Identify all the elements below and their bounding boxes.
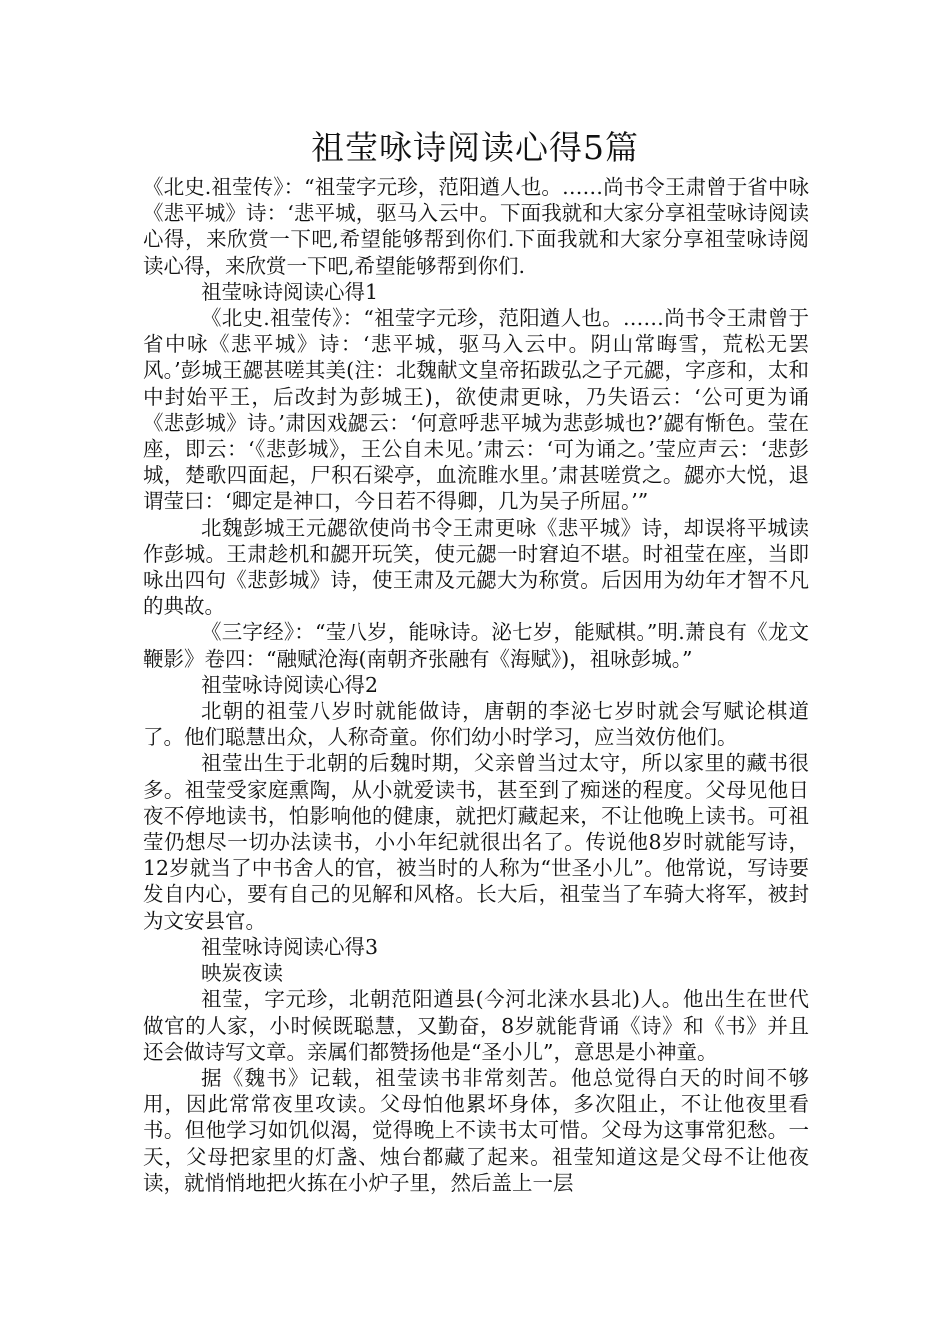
section-1-paragraph-2: 北魏彭城王元勰欲使尚书令王肃更咏《悲平城》诗，却误将平城读作彭城。王肃趁机和勰开玩笑，使元勰一时窘迫不堪。时祖莹在座，当即咏出四句《悲彭城》诗，使王肃及元勰大为称赏。后因用为幼年才智不凡的典故。 [143, 515, 809, 619]
section-1-paragraph-1: 《北史.祖莹传》：“祖莹字元珍，范阳遒人也。……尚书令王肃曾于省中咏《悲平城》诗：‘悲平城，驱马入云中。阴山常晦雪，荒松无罢风。’彭城王勰甚嗟其美(注：北魏献文皇帝拓跋弘之子元勰，字彦和，太和中封始平王，后改封为彭城王)，欲使肃更咏，乃失语云：‘公可更为诵《悲彭城》诗。’肃因戏勰云：‘何意呼悲平城为悲彭城也?’勰有惭色。莹在座，即云：‘《悲彭城》，王公自未见。’肃云：‘可为诵之。’莹应声云：‘悲彭城，楚歌四面起，尸积石梁亭，血流睢水里。’肃甚嗟赏之。勰亦大悦，退谓莹曰：‘卿定是神口，今日若不得卿，几为吴子所屈。’” [143, 306, 809, 514]
document-body [143, 174, 809, 1196]
section-heading-3: 祖莹咏诗阅读心得3 [201, 934, 379, 959]
section-3-paragraph-1: 祖莹，字元珍，北朝范阳遒县(今河北涞水县北)人。他出生在世代做官的人家，小时候既聪慧，又勤奋，8岁就能背诵《诗》和《书》并且还会做诗写文章。亲属们都赞扬他是“圣小儿”，意思是小神童。 [143, 987, 809, 1064]
section-2-paragraph-1: 北朝的祖莹八岁时就能做诗，唐朝的李泌七岁时就会写赋论棋道了。他们聪慧出众，人称奇童。你们幼小时学习，应当效仿他们。 [143, 699, 809, 750]
section-heading-2: 祖莹咏诗阅读心得2 [201, 672, 379, 697]
document-title: 祖莹咏诗阅读心得5篇 [311, 128, 639, 167]
section-2-paragraph-2: 祖莹出生于北朝的后魏时期，父亲曾当过太守，所以家里的藏书很多。祖莹受家庭熏陶，从小就爱读书，甚至到了痴迷的程度。父母见他日夜不停地读书，怕影响他的健康，就把灯藏起来，不让他晚上读书。可祖莹仍想尽一切办法读书，小小年纪就很出名了。传说他8岁时就能写诗，12岁就当了中书舍人的官，被当时的人称为“世圣小儿”。他常说，写诗要发自内心，要有自己的见解和风格。长大后，祖莹当了车骑大将军，被封为文安县官。 [143, 751, 809, 933]
section-heading-1: 祖莹咏诗阅读心得1 [201, 279, 379, 304]
section-1-paragraph-3: 《三字经》：“莹八岁，能咏诗。泌七岁，能赋棋。”明.萧良有《龙文鞭影》卷四：“融赋沧海(南朝齐张融有《海赋》)，祖咏彭城。” [143, 620, 809, 671]
section-3-paragraph-2: 据《魏书》记载，祖莹读书非常刻苦。他总觉得白天的时间不够用，因此常常夜里攻读。父母怕他累坏身体，多次阻止，不让他夜里看书。但他学习如饥似渴，觉得晚上不读书太可惜。父母为这事常犯愁。一天，父母把家里的灯盏、烛台都藏了起来。祖莹知道这是父母不让他夜读，就悄悄地把火拣在小炉子里，然后盖上一层 [143, 1065, 809, 1195]
intro-paragraph: 《北史.祖莹传》：“祖莹字元珍，范阳遒人也。……尚书令王肃曾于省中咏《悲平城》诗：‘悲平城，驱马入云中。下面我就和大家分享祖莹咏诗阅读心得，来欣赏一下吧,希望能够帮到你们.下面我就和大家分享祖莹咏诗阅读心得，来欣赏一下吧,希望能够帮到你们. [143, 175, 809, 278]
section-subheading-3: 映炭夜读 [201, 961, 283, 986]
